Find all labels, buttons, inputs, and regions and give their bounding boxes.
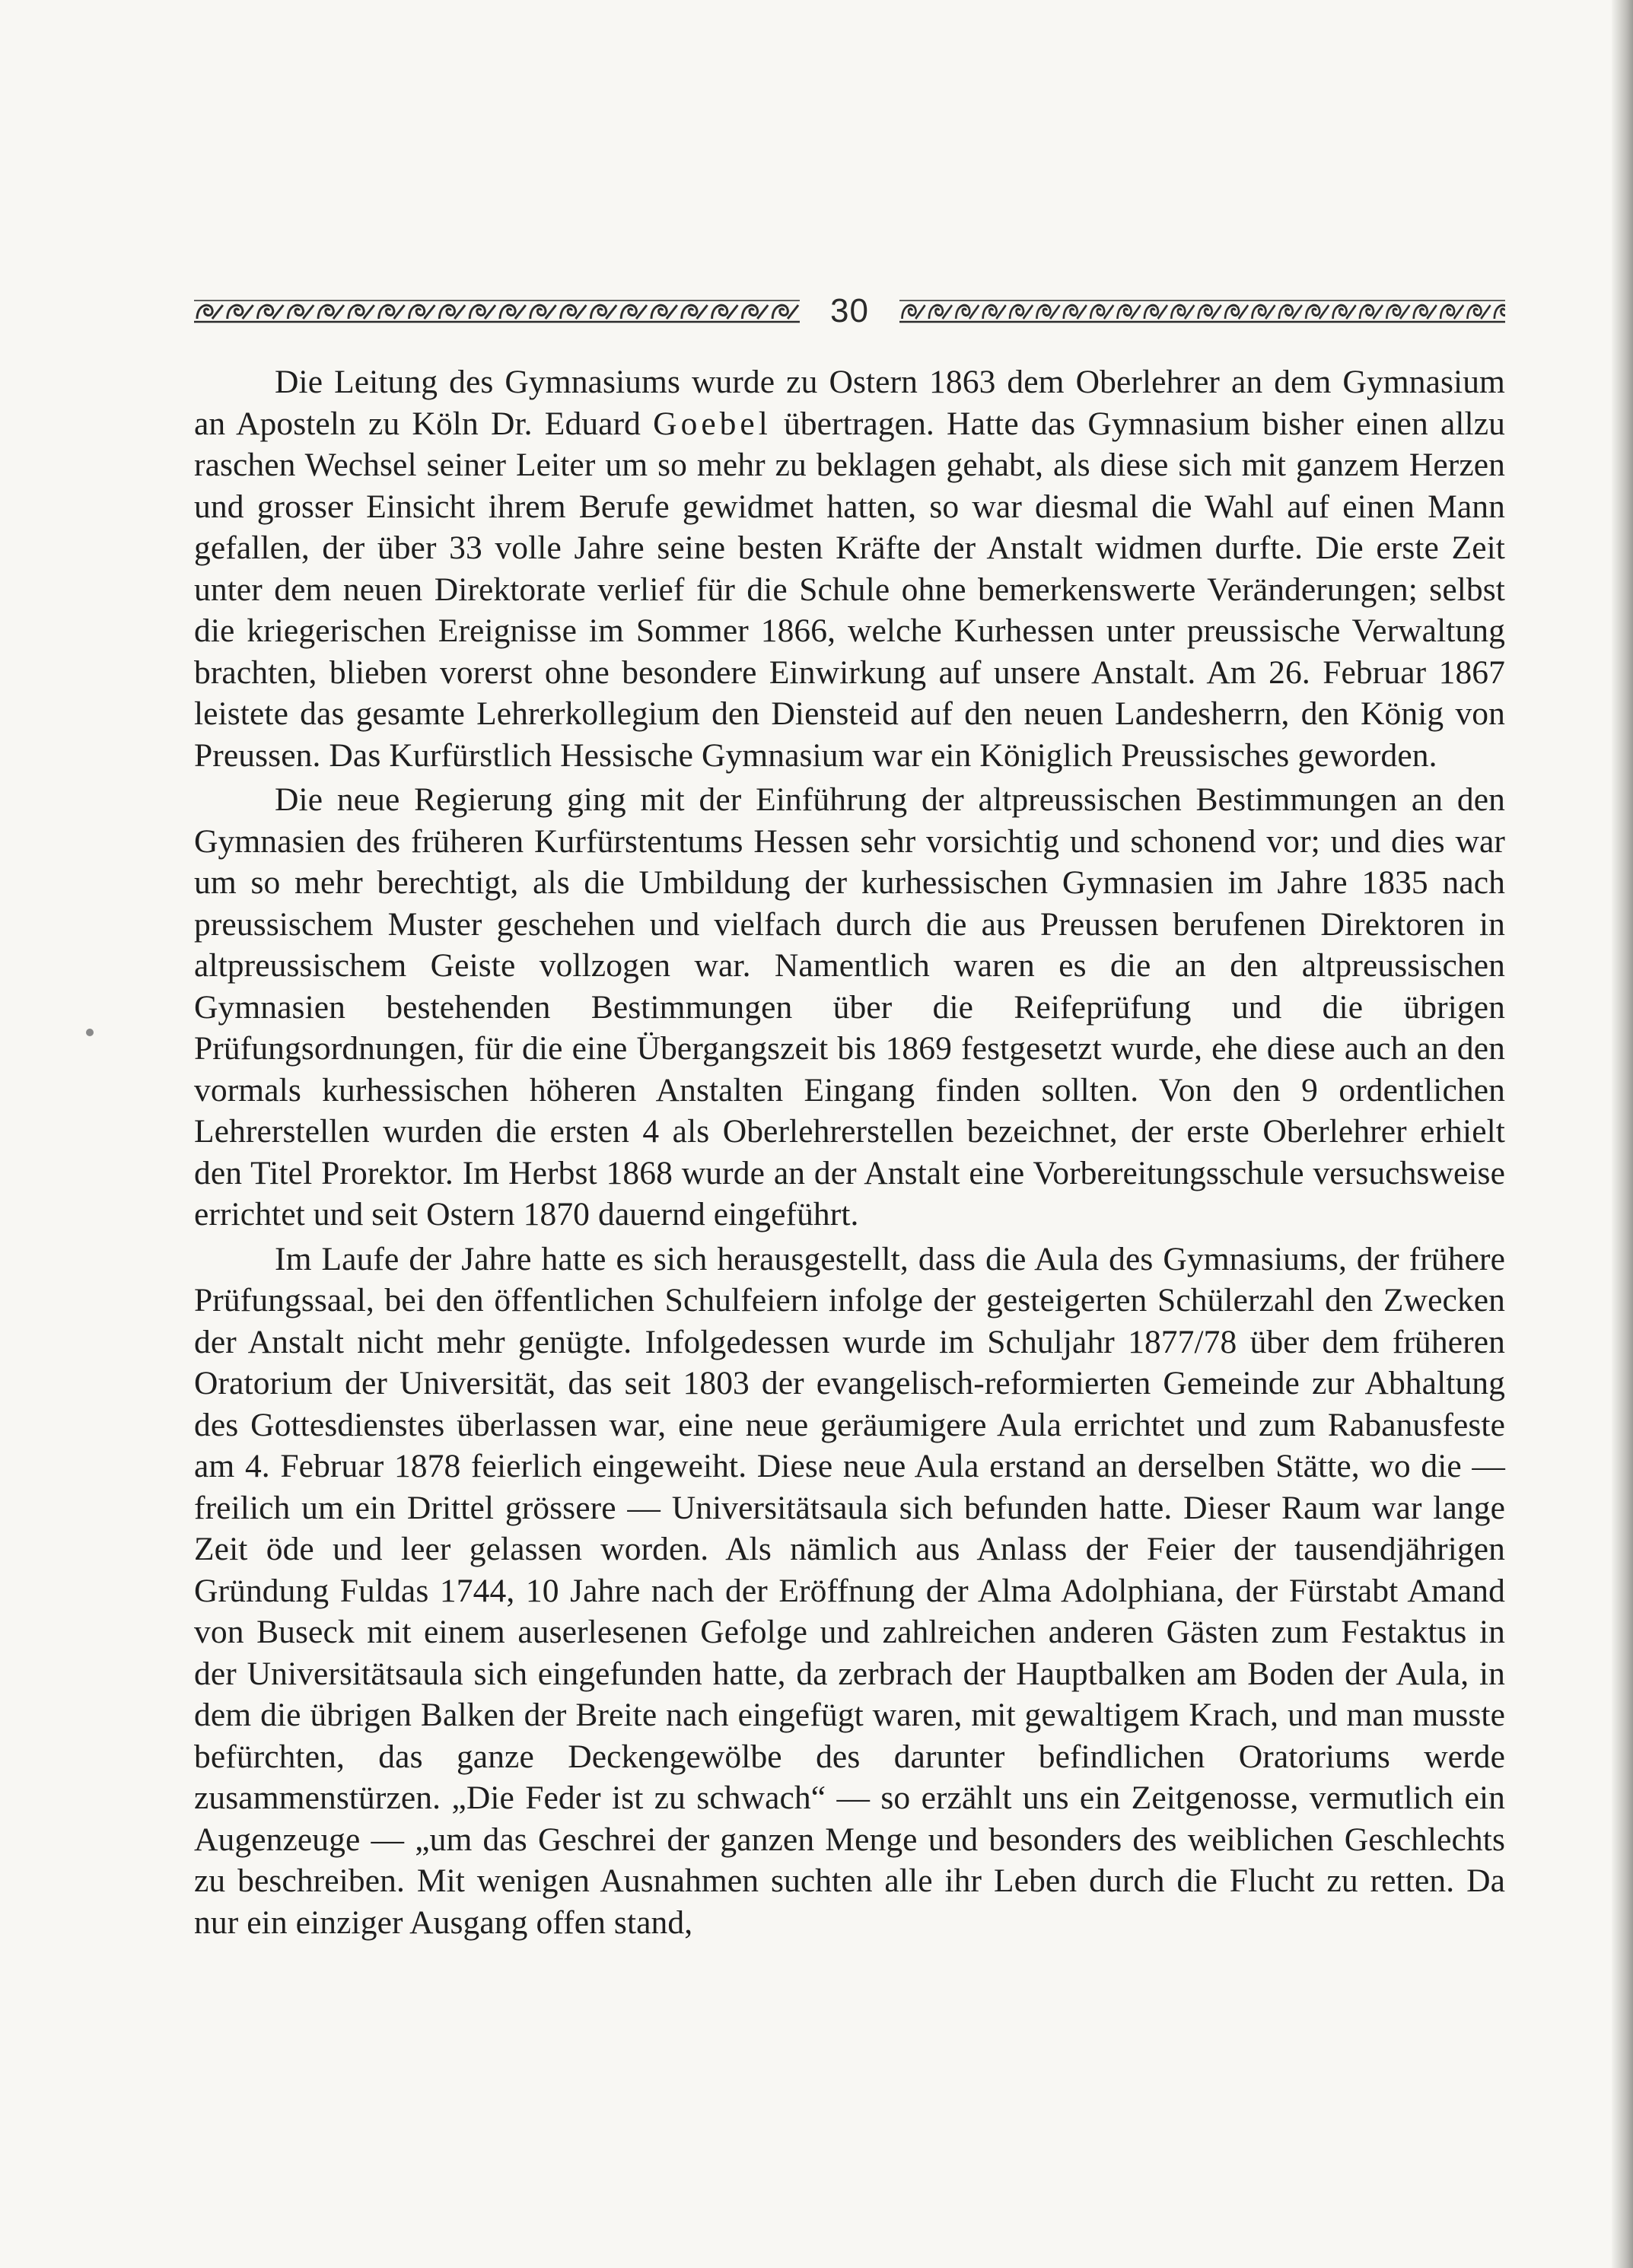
paragraph-2: Die neue Regierung ging mit der Einführung der altpreussischen Bestimmungen an den Gymnasien des früheren Kurfürstentums Hessen sehr vorsichtig und schonend vor; und dies war um so mehr berechtigt, als die Umbildung der kurhessischen Gymnasien im Jahre 1835 nach preussischem Muster geschehen und vielfach durch die aus Preussen berufenen Direktoren in altpreussischem Geiste vollzogen war. Namentlich waren es die an den altpreussischen Gymnasien bestehenden Bestimmungen über die Reifeprüfung und die übrigen Prüfungsordnungen, für die eine Übergangszeit bis 1869 festgesetzt wurde, ehe diese auch an den vormals kurhessischen höheren Anstalten Eingang finden sollten. Von den 9 ordentlichen Lehrerstellen wurden die ersten 4 als Oberlehrerstellen bezeichnet, der erste Oberlehrer erhielt den Titel Prorektor. Im Herbst 1868 wurde an der Anstalt eine Vorbereitungsschule versuchsweise errichtet und seit Ostern 1870 dauernd eingeführt. <box>194 781 1505 1233</box>
page-number: 30 <box>830 292 869 329</box>
paragraph-3: Im Laufe der Jahre hatte es sich herausgestellt, dass die Aula des Gymnasiums, der frühere Prüfungssaal, bei den öffentlichen Schulfeiern infolge der gesteigerten Schülerzahl den Zwecken der Anstalt nicht mehr genügte. Infolgedessen wurde im Schuljahr 1877/78 über dem früheren Oratorium der Universität, das seit 1803 der evangelisch-reformierten Gemeinde zur Abhaltung des Gottesdienstes überlassen war, eine neue geräumigere Aula errichtet und zum Rabanusfeste am 4. Februar 1878 feierlich eingeweiht. Diese neue Aula erstand an derselben Stätte, wo die — freilich um ein Drittel grössere — Universitätsaula sich befunden hatte. Dieser Raum war lange Zeit öde und leer gelassen worden. Als nämlich aus Anlass der Feier der tausendjährigen Gründung Fuldas 1744, 10 Jahre nach der Eröffnung der Alma Adolphiana, der Fürstabt Amand von Buseck mit einem auserlesenen Gefolge und zahlreichen anderen Gästen zum Festaktus in der Universitätsaula sich eingefunden hatte, da zerbrach der Hauptbalken am Boden der Aula, in dem die übrigen Balken der Breite nach eingefügt waren, mit gewaltigem Krach, und man musste befürchten, das ganze Deckengewölbe des darunter befindlichen Oratoriums werde zusammenstürzen. „Die Feder ist zu schwach“ — so erzählt uns ein Zeitgenosse, vermutlich ein Augenzeuge — „um das Geschrei der ganzen Menge und besonders des weiblichen Geschlechts zu beschreiben. Mit wenigen Ausnahmen suchten alle ihr Leben durch die Flucht zu retten. Da nur ein einziger Ausgang offen stand, <box>194 1240 1505 1941</box>
paragraph-1-end: übertragen. Hatte das Gymnasium bisher einen allzu raschen Wechsel seiner Leiter um so mehr zu beklagen gehabt, als diese sich mit ganzem Herzen und grosser Einsicht ihrem Berufe gewidmet hatten, so war diesmal die Wahl auf einen Mann gefallen, der über 33 volle Jahre seine besten Kräfte der Anstalt widmen durfte. Die erste Zeit unter dem neuen Direktorate verlief für die Schule ohne bemerkenswerte Veränderungen; selbst die kriegerischen Ereignisse im Sommer 1866, welche Kurhessen unter preussische Verwaltung brachten, blieben vorerst ohne besondere Einwirkung auf unsere Anstalt. Am 26. Februar 1867 leistete das gesamte Lehrerkollegium den Diensteid auf den neuen Landesherrn, den König von Preussen. Das Kurfürstlich Hessische Gymnasium war ein Königlich Preussisches geworden. <box>194 405 1505 774</box>
body-text <box>194 361 1505 1943</box>
right-ornament-border <box>899 296 1505 326</box>
margin-speck <box>86 1029 94 1036</box>
page-edge-shadow <box>1612 0 1633 2268</box>
paragraph-1-start: Die Leitung des Gymnasiums wurde zu Ostern 1863 dem Oberlehrer an dem Gymnasium an Aposteln zu Köln Dr. Eduard <box>194 364 1505 442</box>
page-header <box>194 283 1505 339</box>
paragraph-1 <box>194 361 1505 776</box>
name-goebel: Goebel <box>653 405 772 442</box>
left-ornament-border <box>194 296 800 326</box>
